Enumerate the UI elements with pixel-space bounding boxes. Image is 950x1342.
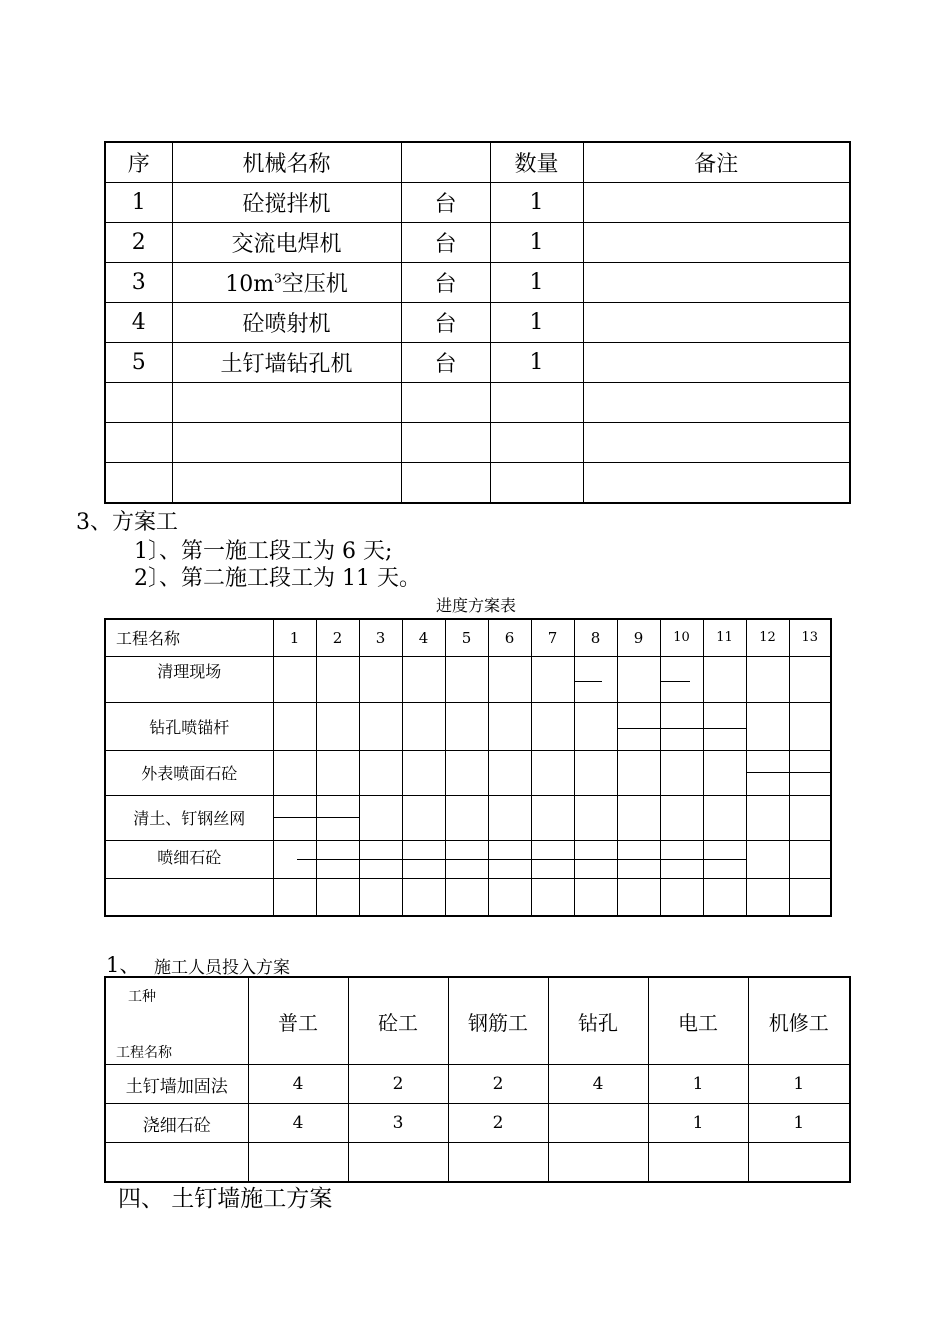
- machine-name: 交流电焊机: [172, 223, 401, 263]
- gantt-bar: [661, 728, 703, 729]
- schedule-line-2: 2〕、第二施工段工为 11 天。: [134, 566, 421, 591]
- count-cell: 2: [448, 1104, 548, 1143]
- gantt-bar: [661, 859, 703, 860]
- table-row: [105, 1143, 850, 1183]
- table-header-row: [105, 142, 850, 183]
- qty-cell: 1: [490, 183, 583, 223]
- machine-name: 砼喷射机: [172, 303, 401, 343]
- unit-cell: 台: [401, 303, 490, 343]
- row-number: 4: [105, 303, 172, 343]
- machine-name: [172, 263, 401, 303]
- count-cell: 4: [248, 1104, 348, 1143]
- trade-header: 普工: [248, 977, 348, 1065]
- machine-name-superscript: 3: [274, 271, 282, 286]
- schedule-table: [104, 618, 832, 917]
- count-cell: 4: [248, 1065, 348, 1104]
- task-name: [105, 878, 273, 916]
- empty-row: [105, 463, 850, 504]
- day-header: 6: [488, 619, 531, 656]
- schedule-row: [105, 656, 831, 702]
- row-number: 3: [105, 263, 172, 303]
- personnel-header-row: [105, 977, 850, 1065]
- count-cell: [548, 1104, 648, 1143]
- table-row: [105, 183, 850, 223]
- qty-cell: 1: [490, 223, 583, 263]
- empty-row: [105, 383, 850, 423]
- note-cell: [583, 263, 850, 303]
- count-cell: 1: [648, 1104, 748, 1143]
- schedule-row: [105, 878, 831, 916]
- schedule-row: [105, 840, 831, 878]
- machine-name: 土钉墙钻孔机: [172, 343, 401, 383]
- day-header: 2: [316, 619, 359, 656]
- day-header: 13: [789, 619, 831, 656]
- unit-cell: 台: [401, 223, 490, 263]
- table-row: [105, 303, 850, 343]
- project-name: 土钉墙加固法: [105, 1065, 248, 1104]
- gantt-bar: [403, 859, 445, 860]
- gantt-bar: [704, 728, 746, 729]
- schedule-row: [105, 750, 831, 795]
- count-cell: 2: [448, 1065, 548, 1104]
- gantt-bar: [575, 681, 602, 682]
- gantt-bar: [489, 859, 531, 860]
- gantt-bar: [618, 859, 660, 860]
- trade-header: 钻孔: [548, 977, 648, 1065]
- count-cell: 4: [548, 1065, 648, 1104]
- gantt-bar: [790, 772, 831, 773]
- schedule-row: [105, 795, 831, 840]
- task-name: 钻孔喷锚杆: [105, 702, 273, 750]
- row-number: 5: [105, 343, 172, 383]
- schedule-line-1: 1〕、第一施工段工为 6 天;: [134, 539, 393, 564]
- trade-header: 机修工: [748, 977, 850, 1065]
- personnel-corner: [105, 977, 248, 1065]
- day-header: 5: [445, 619, 488, 656]
- task-name: 清理现场: [105, 656, 273, 702]
- gantt-bar: [661, 681, 690, 682]
- gantt-bar: [704, 859, 746, 860]
- day-header: 1: [273, 619, 316, 656]
- corner-top-label: 工种: [128, 989, 156, 1005]
- count-cell: [348, 1143, 448, 1183]
- qty-cell: 1: [490, 303, 583, 343]
- count-cell: 1: [748, 1104, 850, 1143]
- count-cell: [248, 1143, 348, 1183]
- count-cell: 2: [348, 1065, 448, 1104]
- personnel-number: 1、: [106, 953, 141, 977]
- day-header: 11: [703, 619, 746, 656]
- row-number: 1: [105, 183, 172, 223]
- table-row: [105, 223, 850, 263]
- task-name: 外表喷面石砼: [105, 750, 273, 795]
- day-header: 9: [617, 619, 660, 656]
- note-cell: [583, 223, 850, 263]
- unit-cell: 台: [401, 343, 490, 383]
- day-header: 4: [402, 619, 445, 656]
- count-cell: [648, 1143, 748, 1183]
- count-cell: [448, 1143, 548, 1183]
- count-cell: 1: [748, 1065, 850, 1104]
- table-row: [105, 263, 850, 303]
- trade-header: 电工: [648, 977, 748, 1065]
- gantt-bar: [297, 859, 316, 860]
- table-row: [105, 343, 850, 383]
- table-row: [105, 1065, 850, 1104]
- day-header: 7: [531, 619, 574, 656]
- count-cell: [748, 1143, 850, 1183]
- trade-header: 钢筋工: [448, 977, 548, 1065]
- day-header: 10: [660, 619, 703, 656]
- trade-header: 砼工: [348, 977, 448, 1065]
- section-heading: 四、 土钉墙施工方案: [118, 1186, 333, 1212]
- qty-cell: 1: [490, 343, 583, 383]
- gantt-bar: [274, 817, 316, 818]
- table-row: [105, 1104, 850, 1143]
- unit-cell: 台: [401, 263, 490, 303]
- personnel-title: 施工人员投入方案: [154, 958, 290, 978]
- schedule-title: 进度方案表: [436, 596, 517, 615]
- gantt-bar: [317, 859, 359, 860]
- corner-bottom-label: 工程名称: [116, 1045, 172, 1061]
- gantt-bar: [532, 859, 574, 860]
- day-header: 3: [359, 619, 402, 656]
- schedule-row: [105, 702, 831, 750]
- gantt-bar: [747, 772, 789, 773]
- schedule-header-row: [105, 619, 831, 656]
- header-cell: 数量: [490, 142, 583, 183]
- machine-name: 砼搅拌机: [172, 183, 401, 223]
- day-header: 8: [574, 619, 617, 656]
- personnel-table: [104, 976, 851, 1183]
- day-header: 12: [746, 619, 789, 656]
- schedule-corner: 工程名称: [105, 619, 273, 656]
- count-cell: 3: [348, 1104, 448, 1143]
- count-cell: 1: [648, 1065, 748, 1104]
- qty-cell: 1: [490, 263, 583, 303]
- unit-cell: 台: [401, 183, 490, 223]
- machine-table: [104, 141, 851, 504]
- gantt-bar: [575, 859, 617, 860]
- header-cell: 机械名称: [172, 142, 401, 183]
- row-number: 2: [105, 223, 172, 263]
- note-cell: [583, 303, 850, 343]
- header-cell: [401, 142, 490, 183]
- gantt-bar: [360, 859, 402, 860]
- machine-name-prefix: 10m: [225, 272, 275, 297]
- machine-name-suffix: 空压机: [281, 272, 348, 297]
- gantt-bar: [446, 859, 488, 860]
- header-cell: 备注: [583, 142, 850, 183]
- note-cell: [583, 343, 850, 383]
- project-name: 浇细石砼: [105, 1104, 248, 1143]
- gantt-bar: [317, 817, 359, 818]
- task-name: 喷细石砼: [105, 840, 273, 878]
- empty-row: [105, 423, 850, 463]
- note-cell: [583, 183, 850, 223]
- header-cell: 序: [105, 142, 172, 183]
- project-name: [105, 1143, 248, 1183]
- gantt-bar: [618, 728, 660, 729]
- count-cell: [548, 1143, 648, 1183]
- task-name: 清土、钉钢丝网: [105, 795, 273, 840]
- section-heading: 3、方案工: [76, 510, 178, 535]
